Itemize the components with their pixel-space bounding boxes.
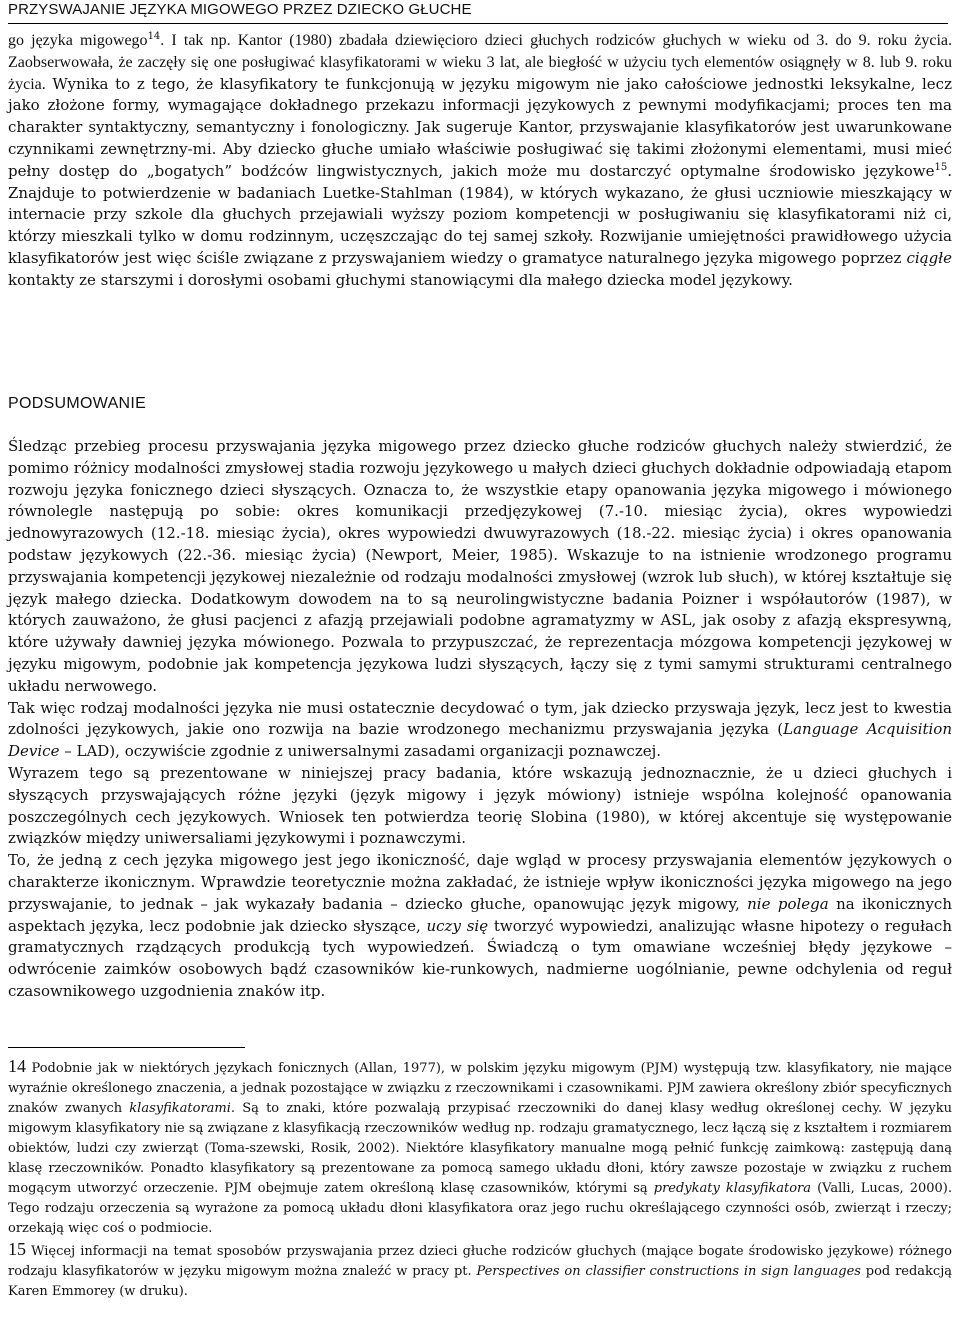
footnote-14-text-a: Podobnie jak w niektórych językach fonicznych (Allan, 1977), w polskim języku migowym (PJM) występują tzw. klasyfikatory, nie mające wyraźnie określonego znaczenia, a jednak pozostające w związku z rzeczownikami i czasownikami. PJM zawiera określony zbiór specyficznych znaków zwanych [8, 1061, 952, 1116]
intro-text-a: go języka migowego [8, 32, 148, 49]
running-title: PRZYSWAJANIE JĘZYKA MIGOWEGO PRZEZ DZIECKO GŁUCHE [8, 1, 472, 18]
summary-p4-text-a: To, że jedną z cech języka migowego jest jego ikoniczność, daje wgląd w procesy przyswajania elementów językowych o charakterze ikonicznym. Wprawdzie teoretycznie można zakładać, że istnieje wpływ ikoniczności języka migowego na jego przyswajanie, to jednak – jak wykazały badania – dziecko głuche, opanowując język migowy, [8, 851, 952, 913]
footnote-15-text-c: pod redakcją Karen Emmorey (w druku). [8, 1264, 952, 1299]
summary-p4-italic-2: uczy się [426, 916, 489, 935]
footnote-ref-14[interactable]: 14 [147, 31, 161, 42]
footnote-15-number: 15 [8, 1239, 26, 1259]
footnote-14-italic-1: klasyfikatorami [129, 1101, 231, 1116]
footnote-15-text-a: Więcej informacji na temat sposobów przyswajania przez dzieci głuche rodziców głuchych (mające bogate środowisko językowe) różnego rodzaju klasyfikatorów w języku migowym można znaleźć w pracy pt. [8, 1244, 952, 1279]
intro-text-b: . I tak np. Kantor (1980) zbadała dziewięcioro dzieci głuchych rodziców głuchych w wieku od 3. do 9. roku życia. Zaobserwowała, że zaczęły się one posługiwać klasyfikatorami w wieku 3 lat, ale biegłość w użyciu tych elementów osiągnęły w 8. lub 9. roku życia. [8, 32, 952, 93]
footnote-14-italic-2: predykaty klasyfikatora [653, 1181, 812, 1196]
footnote-14 [8, 1056, 952, 1239]
summary-p4-italic-1: nie polega [747, 894, 829, 913]
summary-p2-italic: Language Acquisition Device [8, 720, 953, 761]
intro-text-d: . Znajduje to potwierdzenie w badaniach Luetke-Stahlman (1984), w których wykazano, że głusi uczniowie mieszkający w internacie przy szkole dla głuchych przejawiali wyższy poziom kompetencji w posługiwaniu się klasyfikatorami niż ci, którzy mieszkali tylko w domu rodzinnym, uczęszczając do tej samej szkoły. Rozwijanie umiejętności prawidłowego użycia klasyfikatorów jest więc ściśle związane z przyswajaniem wiedzy o gramatyce naturalnego języka migowego poprzez [8, 161, 952, 267]
footnote-14-text-c: . Są to znaki, które pozwalają przypisać rzeczowniki do danej klasy według określonej cechy. W języku migowym klasyfikatory nie są związane z klasyfikacją rzeczowników według np. rodzaju gramatycznego, lecz łączą się z kształtem i rozmiarem obiektów, ludzi czy zwierząt (Toma-szewski, Rosik, 2002). Niektóre klasyfikatory manualne mogą pełnić funkcję zaimkową: zastępują daną klasę rzeczowników. Ponadto klasyfikatory są prezentowane za pomocą samego układu dłoni, który zawsze pozostaje w związku z ruchem mogącym utworzyć orzeczenie. PJM obejmuje zatem określoną klasę czasowników, którymi są [8, 1101, 952, 1196]
footnote-ref-15[interactable]: 15 [934, 161, 948, 173]
summary-p2-text-a: Tak więc rodzaj modalności języka nie musi ostatecznie decydować o tym, jak dziecko przyswaja język, lecz jest to kwestia zdolności językowych, jakie ono rozwija na bazie wrodzonego mechanizmu przyswajania języka ( [8, 698, 952, 739]
summary-paragraph-1: Śledząc przebieg procesu przyswajania języka migowego przez dziecko głuche rodziców głuchych należy stwierdzić, że pomimo różnicy modalności zmysłowej stadia rozwoju językowego u małych dzieci głuchych dokładnie odpowiadają etapom rozwoju języka fonicznego dzieci słyszących. Oznacza to, że wszystkie etapy opanowania języka migowego i mówionego równolegle następują po sobie: okres komunikacji przedjęzykowej (7.-10. miesiąc życia), okres wypowiedzi jednowyrazowych (12.-18. miesiąc życia), okres wypowiedzi dwuwyrazowych (18.-22. miesiąc życia) i okres opanowania podstaw językowych (22.-36. miesiąc życia) (Newport, Meier, 1985). Wskazuje to na istnienie wrodzonego programu przyswajania kompetencji językowej niezależnie od rodzaju modalności zmysłowej (wzrok lub słuch), w której kształtuje się język małego dziecka. Dodatkowym dowodem na to są neurolingwistyczne badania Poizner i współautorów (1987), w których zauważono, że głusi pacjenci z afazją przejawiali podobne agramatyzmy w ASL, jak osoby z afazją ekspresywną, które używały dawniej języka mówionego. Pozwala to przypuszczać, że reprezentacja mózgowa kompetencji językowej w języku migowym, podobnie jak kompetencja językowa ludzi słyszących, łączy się z tymi samymi strukturami centralnego układu nerwowego. [8, 437, 952, 695]
running-header [8, 0, 948, 24]
summary-p4-text-e: tworzyć wypowiedzi, analizując własne hipotezy o regułach gramatycznych rządzących produkcją tych wypowiedzeń. Świadczą o tym omawiane wcześniej błędy językowe – odwrócenie zaimków osobowych bądź czasowników kie-runkowych, nadmierne uogólnianie, pewne odchylenia od reguł czasownikowego uzgodnienia znaków itp. [8, 916, 952, 1000]
intro-paragraph-block [8, 30, 952, 292]
footnote-14-text-e: (Valli, Lucas, 2000). Tego rodzaju orzeczenia są wyrażone za pomocą układu dłoni klasyfikatora oraz jego ruchu określającego czynności osób, zwierząt i rzeczy; orzekają więc coś o podmiocie. [8, 1181, 952, 1236]
footnotes-block [8, 1056, 952, 1302]
summary-block [8, 436, 952, 1003]
footnote-15 [8, 1239, 952, 1302]
section-heading: PODSUMOWANIE [8, 395, 147, 412]
summary-paragraph-2 [8, 698, 952, 763]
summary-paragraph-4 [8, 850, 952, 1003]
summary-p4-text-c: na ikonicznych aspektach języka, lecz podobnie jak dziecko słyszące, [8, 894, 952, 935]
footnote-divider [8, 1047, 245, 1048]
footnote-14-number: 14 [8, 1056, 26, 1076]
summary-paragraph-3: Wyrazem tego są prezentowane w niniejszej pracy badania, które wskazują jednoznacznie, że u dzieci głuchych i słyszących przyswajających różne języki (język migowy i język mówiony) istnieje wspólna kolejność opanowania poszczególnych cech językowych. Wniosek ten potwierdza teorię Slobina (1980), w której akcentuje się występowanie związków między uniwersaliami językowymi i poznawczymi. [8, 763, 952, 848]
footnote-15-italic: Perspectives on classifier constructions in sign languages [476, 1264, 861, 1279]
summary-p2-text-c: – LAD), oczywiście zgodnie z uniwersalnymi zasadami organizacji poznawczej. [59, 742, 662, 761]
intro-text-f: kontakty ze starszymi i dorosłymi osobami głuchymi stanowiącymi dla małego dziecka model językowy. [8, 270, 793, 289]
intro-text-c: Wynika to z tego, że klasyfikatory te funkcjonują w języku migowym nie jako całościowe jednostki leksykalne, lecz jako złożone formy, wymagające dokładnego przekazu informacji językowych z pewnymi modyfikacjami; proces ten ma charakter syntaktyczny, semantyczny i fonologiczny. Jak sugeruje Kantor, przyswajanie klasyfikatorów jest uwarunkowane czynnikami zewnętrzny-mi. Aby dziecko głuche umiało właściwie posługiwać się takimi złożonymi elementami, musi mieć pełny dostęp do „bogatych” bodźców lingwistycznych, jakich może mu dostarczyć optymalne środowisko językowe [8, 74, 952, 180]
intro-paragraph [8, 30, 952, 292]
intro-text-italic: ciągłe [906, 248, 952, 267]
